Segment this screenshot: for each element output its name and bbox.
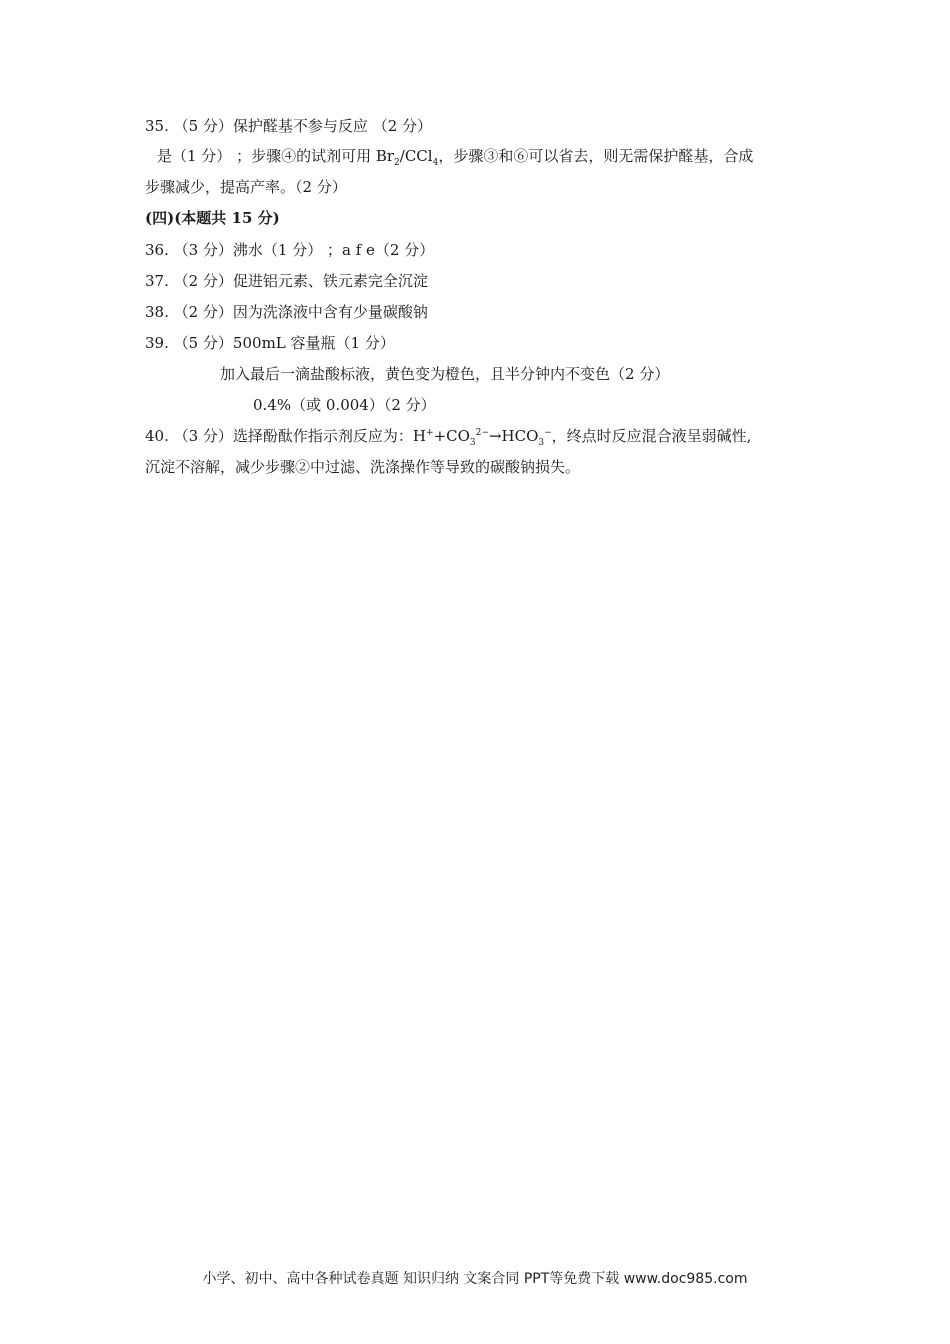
answer-40-text-c: →HCO (488, 427, 539, 445)
answer-39-text-b: 加入最后一滴盐酸标液，黄色变为橙色，且半分钟内不变色（2 分） (220, 365, 670, 383)
answer-35-text-d: 步骤减少，提高产率。（2 分） (145, 178, 347, 196)
superscript: + (426, 428, 434, 438)
answer-39-line2 (220, 364, 669, 384)
superscript: 2− (475, 428, 489, 438)
answer-38 (145, 302, 428, 322)
superscript: − (544, 428, 552, 438)
answer-39 (145, 333, 395, 353)
footer-text: 小学、初中、高中各种试卷真题 知识归纳 文案合同 PPT等免费下载 www.doc985.com (202, 1271, 748, 1287)
subscript: 3 (469, 438, 476, 448)
section-heading (145, 208, 280, 228)
answer-35-text-a: 是（1 分） ；步骤④的试剂可用 Br (157, 147, 395, 165)
answer-35-line2 (157, 146, 753, 166)
subscript: 3 (538, 438, 545, 448)
section-heading-text: (四)(本题共 15 分) (145, 209, 280, 227)
subscript: 4 (432, 158, 439, 168)
answer-40-text-d: ，终点时反应混合液呈弱碱性, (551, 427, 752, 445)
answer-36-text: 36. （3 分）沸水（1 分） ；a f e（2 分） (145, 241, 435, 259)
answer-37-text: 37. （2 分）促进铝元素、铁元素完全沉淀 (145, 272, 428, 290)
answer-35-text-b: /CCl (399, 147, 433, 165)
answer-40-text-b: +CO (433, 427, 470, 445)
answer-35-line3 (145, 177, 347, 197)
answer-39-text-c: 0.4%（或 0.004）（2 分） (253, 396, 436, 414)
answer-40-text-a: 40. （3 分）选择酚酞作指示剂反应为：H (145, 427, 427, 445)
answer-40-line2 (145, 457, 580, 477)
page-footer (0, 1268, 950, 1288)
answer-38-text: 38. （2 分）因为洗涤液中含有少量碳酸钠 (145, 303, 428, 321)
answer-39-text: 39. （5 分）500mL 容量瓶（1 分） (145, 334, 395, 352)
answer-40 (145, 426, 751, 446)
answer-35-line1 (145, 116, 432, 136)
answer-36 (145, 240, 434, 260)
answer-39-line3 (253, 395, 436, 415)
answer-35-text: 35. （5 分）保护醛基不参与反应 （2 分） (145, 117, 433, 135)
answer-35-text-c: ，步骤③和⑥可以省去，则无需保护醛基，合成 (438, 147, 754, 165)
subscript: 2 (394, 158, 400, 168)
answer-40-text-e: 沉淀不溶解，减少步骤②中过滤、洗涤操作等导致的碳酸钠损失。 (145, 458, 581, 476)
answer-37 (145, 271, 428, 291)
